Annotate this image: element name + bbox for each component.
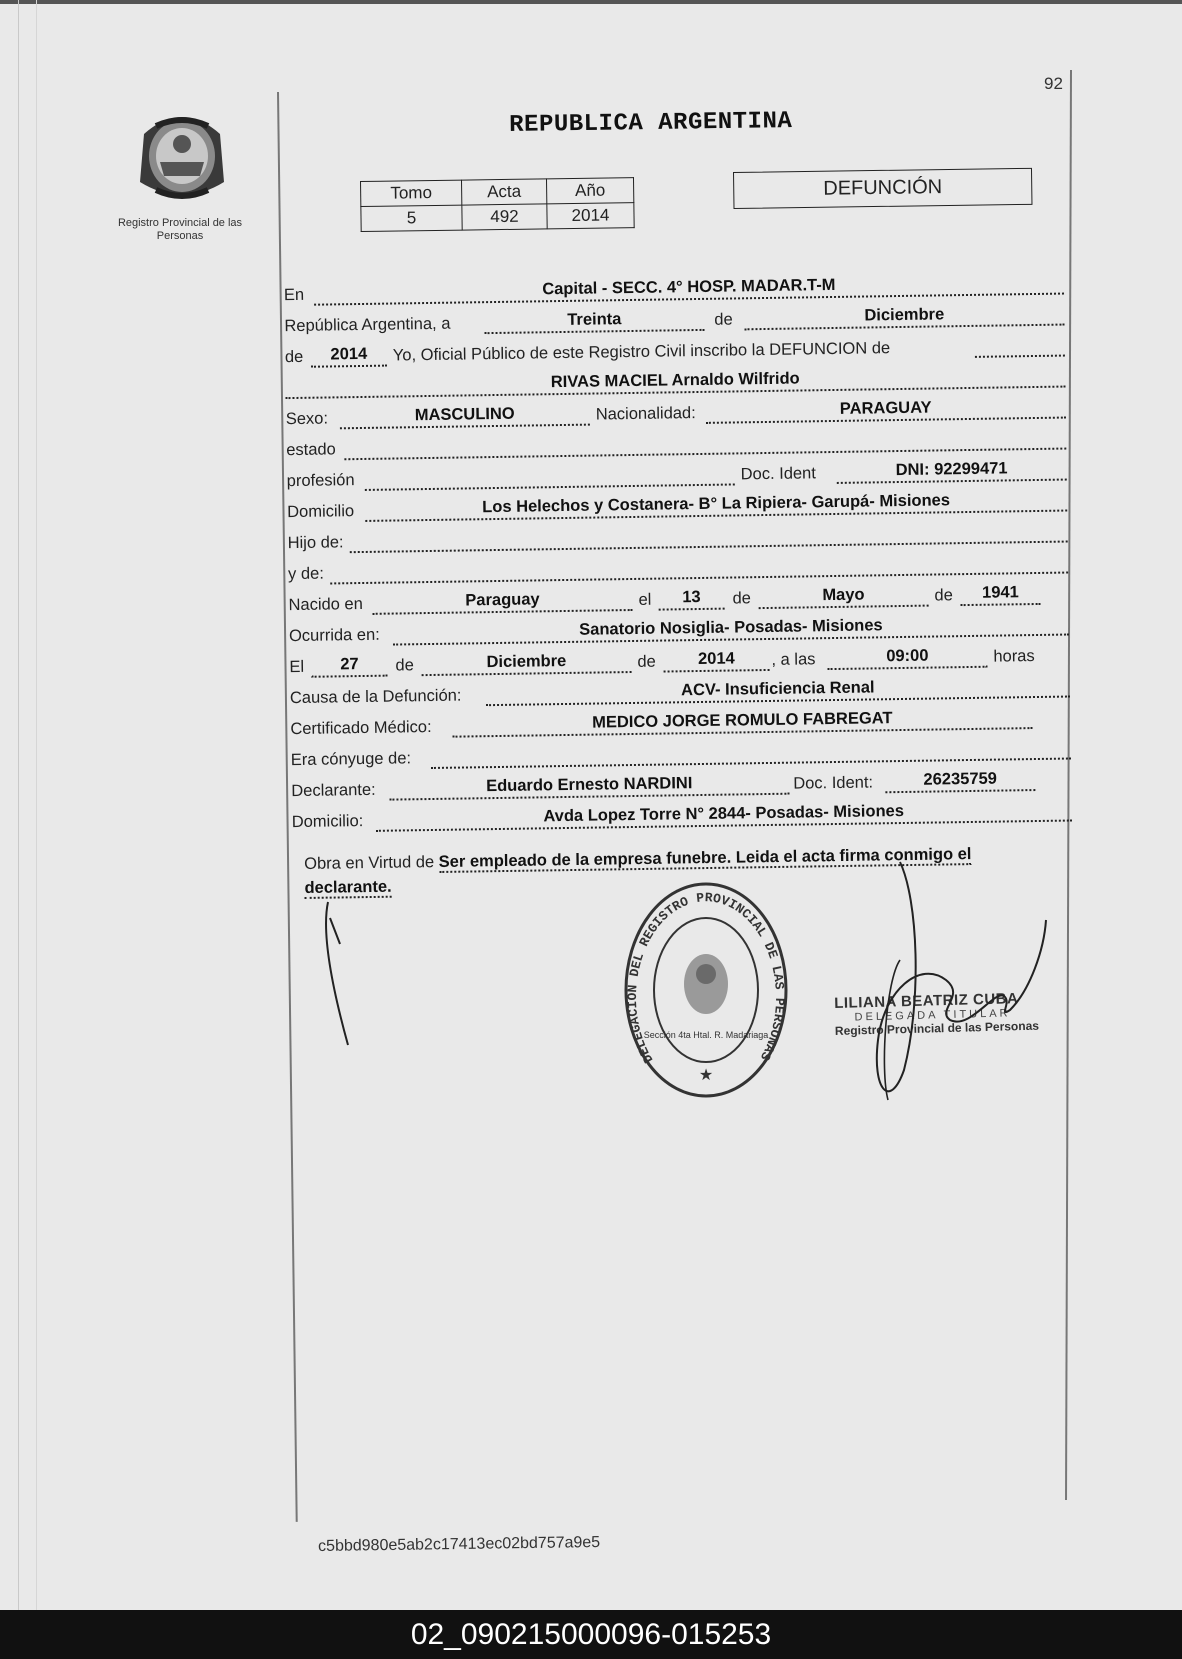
cause-field: ACV- Insuficiencia Renal bbox=[486, 676, 1070, 707]
declarant-address-field: Avda Lopez Torre N° 2844- Posadas- Misiones bbox=[376, 799, 1072, 831]
field-label: de bbox=[934, 586, 953, 605]
field-label: Causa de la Defunción: bbox=[289, 686, 462, 708]
field-label: profesión bbox=[286, 471, 355, 491]
svg-text:★: ★ bbox=[698, 1067, 714, 1084]
field-label: Ocurrida en: bbox=[288, 625, 380, 646]
document-type-box: DEFUNCIÓN bbox=[733, 168, 1032, 209]
day-field: Treinta bbox=[484, 309, 704, 334]
sex-field: MASCULINO bbox=[340, 404, 590, 430]
table-header: Año bbox=[546, 178, 633, 204]
declarant-doc-field: 26235759 bbox=[885, 769, 1035, 793]
form-row-yde bbox=[288, 552, 1068, 588]
declarant-field: Eduardo Ernesto NARDINI bbox=[389, 773, 789, 801]
field-label: , a las bbox=[771, 650, 816, 669]
page-number: 92 bbox=[1044, 74, 1063, 93]
field-label: y de: bbox=[287, 564, 324, 584]
death-day-field: 27 bbox=[311, 655, 387, 678]
field-label: Doc. Ident bbox=[740, 464, 817, 484]
form-row-domicilio2 bbox=[292, 799, 1072, 835]
signer-role: DELEGADA TITULAR bbox=[854, 1007, 1011, 1024]
stamp-outer-text: DELEGACION DEL REGISTRO PROVINCIAL DE LAS PERSONAS bbox=[624, 890, 788, 1066]
death-place-field: Sanatorio Nosiglia- Posadas- Misiones bbox=[393, 614, 1069, 646]
table-header: Tomo bbox=[361, 180, 462, 206]
field-label: de bbox=[732, 589, 751, 608]
doc-ident-field: DNI: 92299471 bbox=[836, 459, 1066, 484]
profession-field bbox=[365, 463, 735, 490]
year-field: 2014 bbox=[311, 345, 387, 368]
form-row-fecha bbox=[289, 645, 1069, 681]
reason-field-line2: declarante. bbox=[304, 877, 392, 897]
death-month-field: Diciembre bbox=[421, 651, 631, 676]
signer-name: LILIANA BEATRIZ CUBA bbox=[834, 990, 1019, 1012]
field-label: Obra en Virtud de bbox=[304, 853, 435, 873]
form-row-en bbox=[284, 273, 1064, 309]
spouse-field bbox=[431, 738, 1071, 769]
stamp-inner-text: Sección 4ta Htal. R. Madariaga bbox=[643, 1030, 769, 1040]
birthplace-field: Paraguay bbox=[372, 589, 632, 615]
death-year-field: 2014 bbox=[663, 649, 769, 673]
document-hash: c5bbd980e5ab2c17413ec02bd757a9e5 bbox=[318, 1534, 601, 1555]
field-label: Nacido en bbox=[288, 594, 363, 615]
form-row-estado bbox=[286, 428, 1066, 464]
field-label: Era cónyuge de: bbox=[290, 749, 412, 770]
blank-field bbox=[975, 335, 1065, 358]
mother-field bbox=[330, 552, 1068, 585]
field-label: de bbox=[395, 656, 414, 675]
form-row-declarante bbox=[291, 769, 1071, 805]
field-label: Declarante: bbox=[291, 780, 376, 801]
table-cell: 2014 bbox=[547, 203, 634, 229]
table-header: Acta bbox=[461, 179, 546, 205]
nationality-field: PARAGUAY bbox=[706, 397, 1066, 424]
deceased-name-field: RIVAS MACIEL Arnaldo Wilfrido bbox=[285, 366, 1065, 400]
field-label: de bbox=[637, 652, 656, 671]
declaration-text: Yo, Oficial Público de este Registro Civil inscribo la DEFUNCION de bbox=[392, 339, 891, 365]
field-label: de bbox=[284, 347, 304, 367]
form-row-conyuge bbox=[291, 738, 1071, 774]
form-row-nombre bbox=[285, 366, 1065, 402]
form-row-profesion bbox=[287, 459, 1067, 495]
field-label: El bbox=[289, 657, 305, 677]
form-row-ocurrida bbox=[289, 614, 1069, 650]
field-label: Hijo de: bbox=[287, 533, 344, 553]
form-row-nacido bbox=[288, 583, 1068, 619]
field-label: Certificado Médico: bbox=[290, 717, 432, 739]
form-row-anio bbox=[285, 335, 1065, 371]
place-field: Capital - SECC. 4° HOSP. MADAR.T-M bbox=[314, 273, 1064, 306]
field-label: Domicilio bbox=[287, 502, 355, 522]
month-field: Diciembre bbox=[744, 304, 1064, 331]
table-cell: 5 bbox=[361, 205, 462, 231]
form-row-hijo bbox=[287, 521, 1067, 557]
field-label: estado bbox=[286, 440, 336, 460]
table-cell: 492 bbox=[462, 204, 547, 230]
birth-month-field: Mayo bbox=[758, 585, 928, 610]
field-label: horas bbox=[993, 647, 1035, 666]
signer-block bbox=[834, 989, 1055, 1038]
page-title: REPUBLICA ARGENTINA bbox=[509, 108, 793, 139]
death-hour-field: 09:00 bbox=[827, 646, 987, 670]
form-row-republica bbox=[284, 304, 1064, 340]
form-row-sexo bbox=[286, 397, 1066, 433]
address-field: Los Helechos y Costanera- B° La Ripiera- Garupá- Misiones bbox=[365, 490, 1067, 522]
signer-office: Registro Provincial de las Personas bbox=[834, 1018, 1040, 1038]
birth-year-field: 1941 bbox=[960, 583, 1040, 606]
field-label: Doc. Ident: bbox=[793, 773, 874, 793]
field-label: Nacionalidad: bbox=[595, 404, 696, 424]
marital-status-field bbox=[344, 428, 1066, 461]
field-label: República Argentina, a bbox=[284, 314, 451, 336]
field-label: de bbox=[714, 310, 733, 329]
scan-id-footer: 02_090215000096-015253 bbox=[0, 1610, 1182, 1659]
form-row-certificado bbox=[290, 707, 1070, 743]
official-stamp-icon bbox=[623, 880, 789, 1100]
field-label: En bbox=[283, 285, 305, 305]
field-label: Domicilio: bbox=[291, 812, 364, 832]
field-label: el bbox=[638, 590, 652, 609]
certificate-field: MEDICO JORGE ROMULO FABREGAT bbox=[452, 707, 1032, 738]
form-row-domicilio bbox=[287, 490, 1067, 526]
reason-field-line1: Ser empleado de la empresa funebre. Leida el acta firma conmigo el bbox=[438, 845, 972, 872]
form-row-causa bbox=[290, 676, 1070, 712]
seal-caption: Registro Provincial de las Personas bbox=[117, 217, 243, 242]
birth-day-field: 13 bbox=[658, 588, 724, 611]
field-label: Sexo: bbox=[285, 409, 329, 429]
father-field bbox=[349, 521, 1067, 554]
